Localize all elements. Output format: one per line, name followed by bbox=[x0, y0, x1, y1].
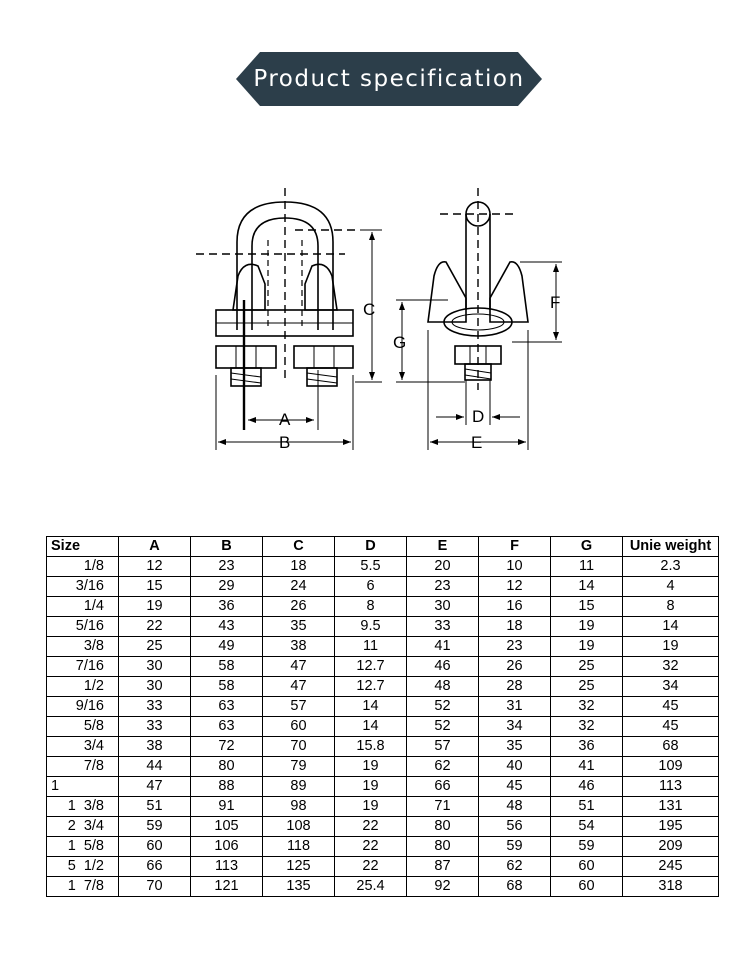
cell-a: 19 bbox=[119, 597, 191, 617]
dim-label-f: F bbox=[550, 293, 561, 312]
cell-f: 40 bbox=[479, 757, 551, 777]
cell-f: 48 bbox=[479, 797, 551, 817]
cell-size: 1 bbox=[47, 777, 119, 797]
cell-size: 7/8 bbox=[47, 757, 119, 777]
table-row bbox=[47, 717, 719, 737]
cell-a: 47 bbox=[119, 777, 191, 797]
cell-g: 19 bbox=[551, 617, 623, 637]
cell-c: 118 bbox=[263, 837, 335, 857]
cell-b: 63 bbox=[191, 717, 263, 737]
cell-g: 11 bbox=[551, 557, 623, 577]
table-row bbox=[47, 677, 719, 697]
cell-c: 79 bbox=[263, 757, 335, 777]
cell-unit-weight: 109 bbox=[623, 757, 719, 777]
cell-unit-weight: 68 bbox=[623, 737, 719, 757]
cell-b: 91 bbox=[191, 797, 263, 817]
cell-g: 60 bbox=[551, 857, 623, 877]
cell-a: 30 bbox=[119, 657, 191, 677]
cell-f: 26 bbox=[479, 657, 551, 677]
dim-label-b: B bbox=[279, 433, 291, 452]
cell-g: 59 bbox=[551, 837, 623, 857]
cell-c: 135 bbox=[263, 877, 335, 897]
cell-unit-weight: 32 bbox=[623, 657, 719, 677]
cell-d: 19 bbox=[335, 757, 407, 777]
cell-size: 5/16 bbox=[47, 617, 119, 637]
cell-unit-weight: 113 bbox=[623, 777, 719, 797]
cell-c: 47 bbox=[263, 677, 335, 697]
cell-size: 1 7/8 bbox=[47, 877, 119, 897]
cell-f: 68 bbox=[479, 877, 551, 897]
cell-g: 25 bbox=[551, 677, 623, 697]
table-row bbox=[47, 757, 719, 777]
header-b: B bbox=[191, 537, 263, 557]
cell-e: 62 bbox=[407, 757, 479, 777]
table-row bbox=[47, 777, 719, 797]
cell-a: 22 bbox=[119, 617, 191, 637]
cell-a: 38 bbox=[119, 737, 191, 757]
drawing-svg bbox=[0, 180, 750, 460]
cell-unit-weight: 318 bbox=[623, 877, 719, 897]
table-row bbox=[47, 837, 719, 857]
cell-e: 52 bbox=[407, 697, 479, 717]
table-body bbox=[47, 557, 719, 897]
cell-unit-weight: 245 bbox=[623, 857, 719, 877]
cell-f: 35 bbox=[479, 737, 551, 757]
cell-size: 7/16 bbox=[47, 657, 119, 677]
table-row bbox=[47, 857, 719, 877]
table-row bbox=[47, 737, 719, 757]
cell-d: 5.5 bbox=[335, 557, 407, 577]
header-unit-weight: Unie weight bbox=[623, 537, 719, 557]
cell-f: 18 bbox=[479, 617, 551, 637]
cell-d: 6 bbox=[335, 577, 407, 597]
cell-g: 41 bbox=[551, 757, 623, 777]
cell-f: 45 bbox=[479, 777, 551, 797]
cell-e: 87 bbox=[407, 857, 479, 877]
cell-unit-weight: 4 bbox=[623, 577, 719, 597]
table-row bbox=[47, 577, 719, 597]
cell-a: 60 bbox=[119, 837, 191, 857]
cell-f: 34 bbox=[479, 717, 551, 737]
cell-g: 36 bbox=[551, 737, 623, 757]
table-row bbox=[47, 597, 719, 617]
cell-a: 33 bbox=[119, 717, 191, 737]
cell-e: 48 bbox=[407, 677, 479, 697]
header-a: A bbox=[119, 537, 191, 557]
cell-b: 58 bbox=[191, 657, 263, 677]
cell-b: 58 bbox=[191, 677, 263, 697]
cell-unit-weight: 34 bbox=[623, 677, 719, 697]
title-banner bbox=[236, 52, 542, 106]
cell-b: 80 bbox=[191, 757, 263, 777]
cell-e: 80 bbox=[407, 837, 479, 857]
cell-unit-weight: 45 bbox=[623, 717, 719, 737]
cell-c: 60 bbox=[263, 717, 335, 737]
cell-g: 19 bbox=[551, 637, 623, 657]
cell-unit-weight: 8 bbox=[623, 597, 719, 617]
cell-c: 35 bbox=[263, 617, 335, 637]
dim-label-e: E bbox=[471, 433, 483, 452]
cell-f: 28 bbox=[479, 677, 551, 697]
dim-label-a: A bbox=[279, 410, 291, 429]
cell-e: 57 bbox=[407, 737, 479, 757]
cell-b: 23 bbox=[191, 557, 263, 577]
cell-f: 62 bbox=[479, 857, 551, 877]
cell-e: 92 bbox=[407, 877, 479, 897]
cell-g: 54 bbox=[551, 817, 623, 837]
cell-d: 22 bbox=[335, 857, 407, 877]
cell-g: 32 bbox=[551, 697, 623, 717]
table-row bbox=[47, 817, 719, 837]
cell-g: 32 bbox=[551, 717, 623, 737]
cell-a: 33 bbox=[119, 697, 191, 717]
cell-size: 9/16 bbox=[47, 697, 119, 717]
table-row bbox=[47, 877, 719, 897]
cell-g: 51 bbox=[551, 797, 623, 817]
cell-f: 23 bbox=[479, 637, 551, 657]
cell-unit-weight: 131 bbox=[623, 797, 719, 817]
cell-b: 43 bbox=[191, 617, 263, 637]
cell-a: 51 bbox=[119, 797, 191, 817]
table-header-row bbox=[47, 537, 719, 557]
cell-b: 106 bbox=[191, 837, 263, 857]
cell-size: 3/16 bbox=[47, 577, 119, 597]
cell-size: 1 3/8 bbox=[47, 797, 119, 817]
cell-d: 22 bbox=[335, 817, 407, 837]
table-row bbox=[47, 637, 719, 657]
cell-e: 66 bbox=[407, 777, 479, 797]
table-row bbox=[47, 697, 719, 717]
cell-size: 1/2 bbox=[47, 677, 119, 697]
wire-rope-clip-drawing bbox=[0, 180, 750, 460]
cell-b: 72 bbox=[191, 737, 263, 757]
cell-e: 71 bbox=[407, 797, 479, 817]
cell-c: 125 bbox=[263, 857, 335, 877]
cell-b: 113 bbox=[191, 857, 263, 877]
header-c: C bbox=[263, 537, 335, 557]
cell-unit-weight: 19 bbox=[623, 637, 719, 657]
cell-d: 15.8 bbox=[335, 737, 407, 757]
cell-c: 70 bbox=[263, 737, 335, 757]
cell-size: 3/4 bbox=[47, 737, 119, 757]
specification-table bbox=[46, 536, 719, 897]
table-row bbox=[47, 797, 719, 817]
cell-size: 1 5/8 bbox=[47, 837, 119, 857]
cell-c: 38 bbox=[263, 637, 335, 657]
cell-unit-weight: 14 bbox=[623, 617, 719, 637]
cell-e: 52 bbox=[407, 717, 479, 737]
cell-f: 59 bbox=[479, 837, 551, 857]
cell-unit-weight: 195 bbox=[623, 817, 719, 837]
dim-label-d: D bbox=[472, 407, 485, 426]
cell-d: 12.7 bbox=[335, 677, 407, 697]
cell-a: 12 bbox=[119, 557, 191, 577]
banner-title: Product specification bbox=[253, 66, 525, 92]
cell-size: 1/4 bbox=[47, 597, 119, 617]
cell-c: 47 bbox=[263, 657, 335, 677]
cell-c: 57 bbox=[263, 697, 335, 717]
cell-a: 30 bbox=[119, 677, 191, 697]
cell-a: 59 bbox=[119, 817, 191, 837]
cell-b: 29 bbox=[191, 577, 263, 597]
header-e: E bbox=[407, 537, 479, 557]
cell-c: 98 bbox=[263, 797, 335, 817]
cell-c: 89 bbox=[263, 777, 335, 797]
cell-f: 12 bbox=[479, 577, 551, 597]
cell-g: 60 bbox=[551, 877, 623, 897]
cell-a: 15 bbox=[119, 577, 191, 597]
cell-e: 46 bbox=[407, 657, 479, 677]
cell-e: 33 bbox=[407, 617, 479, 637]
cell-g: 15 bbox=[551, 597, 623, 617]
cell-b: 36 bbox=[191, 597, 263, 617]
cell-d: 9.5 bbox=[335, 617, 407, 637]
cell-g: 14 bbox=[551, 577, 623, 597]
cell-e: 80 bbox=[407, 817, 479, 837]
cell-c: 24 bbox=[263, 577, 335, 597]
cell-d: 14 bbox=[335, 717, 407, 737]
header-f: F bbox=[479, 537, 551, 557]
cell-a: 25 bbox=[119, 637, 191, 657]
cell-size: 5/8 bbox=[47, 717, 119, 737]
cell-a: 66 bbox=[119, 857, 191, 877]
cell-d: 22 bbox=[335, 837, 407, 857]
cell-b: 88 bbox=[191, 777, 263, 797]
cell-f: 56 bbox=[479, 817, 551, 837]
cell-e: 20 bbox=[407, 557, 479, 577]
cell-d: 19 bbox=[335, 797, 407, 817]
cell-f: 16 bbox=[479, 597, 551, 617]
cell-c: 26 bbox=[263, 597, 335, 617]
cell-d: 12.7 bbox=[335, 657, 407, 677]
cell-e: 23 bbox=[407, 577, 479, 597]
cell-b: 63 bbox=[191, 697, 263, 717]
dim-label-g: G bbox=[393, 333, 407, 352]
header-d: D bbox=[335, 537, 407, 557]
cell-a: 44 bbox=[119, 757, 191, 777]
header-g: G bbox=[551, 537, 623, 557]
table-row bbox=[47, 617, 719, 637]
cell-c: 18 bbox=[263, 557, 335, 577]
cell-g: 25 bbox=[551, 657, 623, 677]
cell-a: 70 bbox=[119, 877, 191, 897]
cell-size: 1/8 bbox=[47, 557, 119, 577]
cell-d: 19 bbox=[335, 777, 407, 797]
cell-size: 2 3/4 bbox=[47, 817, 119, 837]
cell-size: 3/8 bbox=[47, 637, 119, 657]
cell-d: 8 bbox=[335, 597, 407, 617]
cell-b: 121 bbox=[191, 877, 263, 897]
cell-b: 49 bbox=[191, 637, 263, 657]
cell-unit-weight: 45 bbox=[623, 697, 719, 717]
cell-size: 5 1/2 bbox=[47, 857, 119, 877]
dim-label-c: C bbox=[363, 300, 376, 319]
cell-d: 14 bbox=[335, 697, 407, 717]
cell-unit-weight: 209 bbox=[623, 837, 719, 857]
cell-g: 46 bbox=[551, 777, 623, 797]
table-row bbox=[47, 557, 719, 577]
cell-d: 11 bbox=[335, 637, 407, 657]
table-row bbox=[47, 657, 719, 677]
cell-c: 108 bbox=[263, 817, 335, 837]
cell-f: 10 bbox=[479, 557, 551, 577]
header-size: Size bbox=[47, 537, 119, 557]
cell-b: 105 bbox=[191, 817, 263, 837]
cell-e: 41 bbox=[407, 637, 479, 657]
cell-e: 30 bbox=[407, 597, 479, 617]
cell-d: 25.4 bbox=[335, 877, 407, 897]
cell-unit-weight: 2.3 bbox=[623, 557, 719, 577]
cell-f: 31 bbox=[479, 697, 551, 717]
